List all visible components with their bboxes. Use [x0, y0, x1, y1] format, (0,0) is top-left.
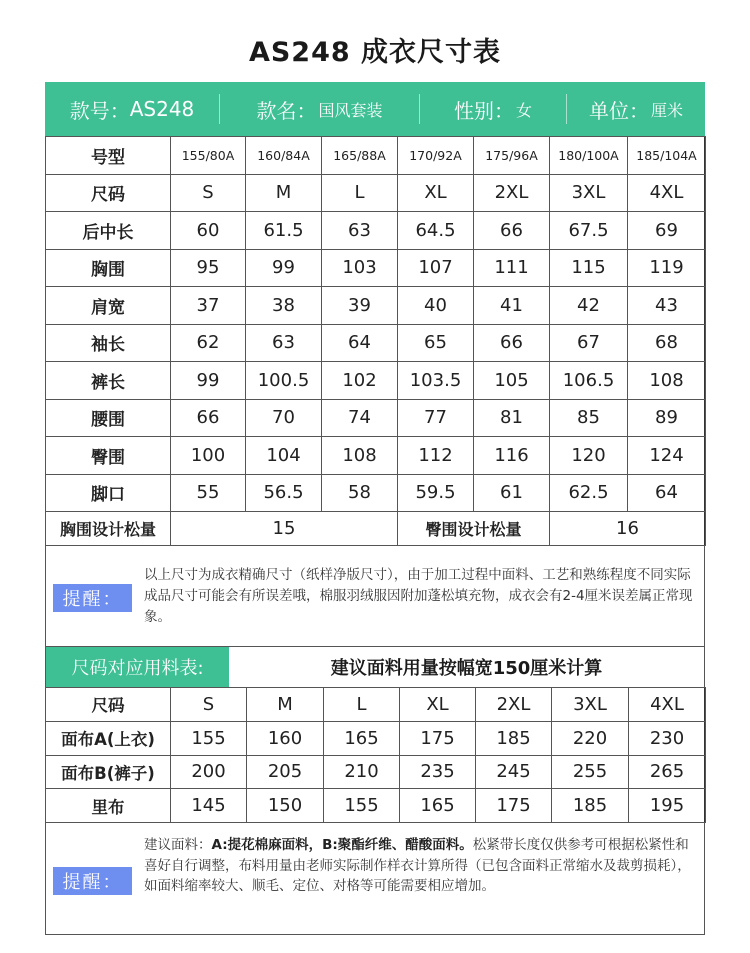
row-label: 尺码: [46, 688, 171, 722]
row-label: 面布A(上衣): [46, 721, 171, 755]
reminder-box: [45, 546, 705, 647]
table-cell: 95: [171, 249, 246, 287]
table-cell: L: [322, 174, 398, 212]
table-cell: 4XL: [628, 174, 706, 212]
row-label: 裤长: [46, 362, 171, 400]
table-cell: 160/84A: [246, 137, 322, 175]
table-cell: 107: [398, 249, 474, 287]
table-cell: 255: [552, 755, 629, 789]
table-cell: 67.5: [550, 212, 628, 250]
table-cell: XL: [400, 688, 476, 722]
style-name-cell: [220, 82, 419, 136]
table-cell: 103.5: [398, 362, 474, 400]
table-cell: 85: [550, 399, 628, 437]
row-label: 袖长: [46, 324, 171, 362]
table-cell: 64: [322, 324, 398, 362]
table-cell: 89: [628, 399, 706, 437]
table-cell: S: [171, 688, 247, 722]
table-cell: 3XL: [550, 174, 628, 212]
table-cell: XL: [398, 174, 474, 212]
table-cell: 185: [552, 789, 629, 823]
table-cell: 230: [629, 721, 706, 755]
row-label: 后中长: [46, 212, 171, 250]
table-cell: 165/88A: [322, 137, 398, 175]
ease-row: [46, 512, 706, 546]
unit-value: 厘米: [650, 100, 683, 120]
style-no-cell: [45, 82, 219, 136]
table-cell: 41: [474, 287, 550, 325]
fabric-section-title: 建议面料用量按幅宽150厘米计算: [330, 658, 603, 679]
table-cell: 66: [171, 399, 246, 437]
table-cell: 2XL: [474, 174, 550, 212]
row-label: 腰围: [46, 399, 171, 437]
table-cell: 3XL: [552, 688, 629, 722]
table-row: [46, 474, 706, 512]
table-cell: 106.5: [550, 362, 628, 400]
table-cell: 175: [476, 789, 552, 823]
table-cell: 155/80A: [171, 137, 246, 175]
table-row: [46, 789, 706, 823]
table-cell: 108: [322, 437, 398, 475]
hip-ease-label: 臀围设计松量: [398, 512, 550, 546]
unit-label: 单位：: [588, 98, 649, 123]
table-cell: 116: [474, 437, 550, 475]
table-cell: 63: [246, 324, 322, 362]
table-cell: 103: [322, 249, 398, 287]
table-cell: 245: [476, 755, 552, 789]
reminder-text-fabric: [144, 835, 694, 897]
table-cell: 64: [628, 474, 706, 512]
table-cell: 100.5: [246, 362, 322, 400]
table-cell: 155: [324, 789, 400, 823]
gender-label: 性别：: [453, 98, 514, 123]
gender-cell: [420, 82, 566, 136]
table-cell: S: [171, 174, 246, 212]
row-label: 臀围: [46, 437, 171, 475]
table-cell: 112: [398, 437, 474, 475]
table-row: [46, 362, 706, 400]
table-cell: 210: [324, 755, 400, 789]
table-cell: 63: [322, 212, 398, 250]
reminder-rest: 松紧带长度仅供参考可根据松紧性和喜好自行调整，布料用量由老师实际制作样衣计算所得（已包含面料正常缩水及裁剪损耗），如面料缩率较大、顺毛、定位、对格等可能需要相应增加。: [144, 837, 691, 894]
table-row: [46, 437, 706, 475]
table-cell: 61.5: [246, 212, 322, 250]
table-cell: 64.5: [398, 212, 474, 250]
table-cell: 67: [550, 324, 628, 362]
table-row: [46, 688, 706, 722]
info-banner: [45, 82, 705, 136]
table-cell: 185: [476, 721, 552, 755]
table-cell: 68: [628, 324, 706, 362]
table-cell: 111: [474, 249, 550, 287]
table-cell: 185/104A: [628, 137, 706, 175]
table-cell: 170/92A: [398, 137, 474, 175]
table-cell: 165: [324, 721, 400, 755]
table-cell: 56.5: [246, 474, 322, 512]
table-cell: 155: [171, 721, 247, 755]
table-cell: 61: [474, 474, 550, 512]
table-cell: 62.5: [550, 474, 628, 512]
table-cell: 115: [550, 249, 628, 287]
gender-value: 女: [515, 100, 532, 120]
table-row: [46, 755, 706, 789]
table-cell: 62: [171, 324, 246, 362]
table-cell: M: [247, 688, 324, 722]
table-cell: 43: [628, 287, 706, 325]
table-cell: 220: [552, 721, 629, 755]
table-cell: 81: [474, 399, 550, 437]
table-cell: 175: [400, 721, 476, 755]
chest-ease-value: 15: [171, 512, 398, 546]
fabric-table: [45, 687, 706, 823]
table-row: [46, 287, 706, 325]
style-name-value: 国风套装: [318, 100, 383, 120]
style-name-label: 款名：: [256, 98, 317, 123]
table-row: [46, 399, 706, 437]
hip-ease-value: 16: [550, 512, 706, 546]
table-cell: 69: [628, 212, 706, 250]
row-label: 面布B(裤子): [46, 755, 171, 789]
row-label: 胸围: [46, 249, 171, 287]
table-cell: 100: [171, 437, 246, 475]
table-cell: 42: [550, 287, 628, 325]
reminder-tag: 提醒：: [53, 584, 132, 612]
table-cell: 65: [398, 324, 474, 362]
table-cell: 108: [628, 362, 706, 400]
table-cell: 59.5: [398, 474, 474, 512]
table-cell: 4XL: [629, 688, 706, 722]
table-cell: 200: [171, 755, 247, 789]
table-row: [46, 174, 706, 212]
style-no-value: AS248: [129, 97, 195, 121]
table-cell: 120: [550, 437, 628, 475]
fabric-section-header: [45, 647, 705, 687]
table-cell: 165: [400, 789, 476, 823]
table-row: [46, 212, 706, 250]
reminder-box-fabric: [45, 822, 705, 935]
table-row: [46, 137, 706, 175]
table-cell: 104: [246, 437, 322, 475]
size-table: [45, 136, 706, 546]
table-cell: 37: [171, 287, 246, 325]
row-label: 号型: [46, 137, 171, 175]
table-cell: 195: [629, 789, 706, 823]
table-cell: 145: [171, 789, 247, 823]
fabric-section-tag: 尺码对应用料表:: [46, 647, 229, 687]
reminder-tag: 提醒：: [53, 867, 132, 895]
table-cell: 70: [246, 399, 322, 437]
table-cell: 105: [474, 362, 550, 400]
table-cell: 265: [629, 755, 706, 789]
table-cell: 66: [474, 212, 550, 250]
table-cell: M: [246, 174, 322, 212]
table-cell: 60: [171, 212, 246, 250]
table-cell: 39: [322, 287, 398, 325]
table-cell: 99: [246, 249, 322, 287]
row-label: 肩宽: [46, 287, 171, 325]
reminder-fabric-types: A:提花棉麻面料，B:聚酯纤维、醋酸面料。: [211, 837, 473, 853]
table-cell: 74: [322, 399, 398, 437]
reminder-text: 以上尺寸为成衣精确尺寸（纸样净版尺寸），由于加工过程中面料、工艺和熟练程度不同实际成品尺寸可能会有所误差哦，棉服羽绒服因附加蓬松填充物，成衣会有2-4厘米误差属正常现象。: [144, 567, 693, 625]
table-cell: 180/100A: [550, 137, 628, 175]
table-cell: 38: [246, 287, 322, 325]
unit-cell: [567, 82, 705, 136]
table-cell: 58: [322, 474, 398, 512]
row-label: 里布: [46, 789, 171, 823]
table-cell: 124: [628, 437, 706, 475]
row-label: 尺码: [46, 174, 171, 212]
row-label: 脚口: [46, 474, 171, 512]
table-cell: 55: [171, 474, 246, 512]
table-row: [46, 721, 706, 755]
table-cell: 235: [400, 755, 476, 789]
table-cell: 99: [171, 362, 246, 400]
table-row: [46, 249, 706, 287]
page-title: AS248 成衣尺寸表: [248, 37, 502, 68]
table-cell: 77: [398, 399, 474, 437]
table-cell: 205: [247, 755, 324, 789]
table-cell: 119: [628, 249, 706, 287]
table-cell: 40: [398, 287, 474, 325]
reminder-prefix: 建议面料：: [144, 837, 212, 853]
table-cell: 2XL: [476, 688, 552, 722]
table-cell: L: [324, 688, 400, 722]
table-row: [46, 324, 706, 362]
table-cell: 102: [322, 362, 398, 400]
table-cell: 150: [247, 789, 324, 823]
table-cell: 160: [247, 721, 324, 755]
table-cell: 66: [474, 324, 550, 362]
table-cell: 175/96A: [474, 137, 550, 175]
style-no-label: 款号：: [69, 98, 130, 123]
chest-ease-label: 胸围设计松量: [46, 512, 171, 546]
